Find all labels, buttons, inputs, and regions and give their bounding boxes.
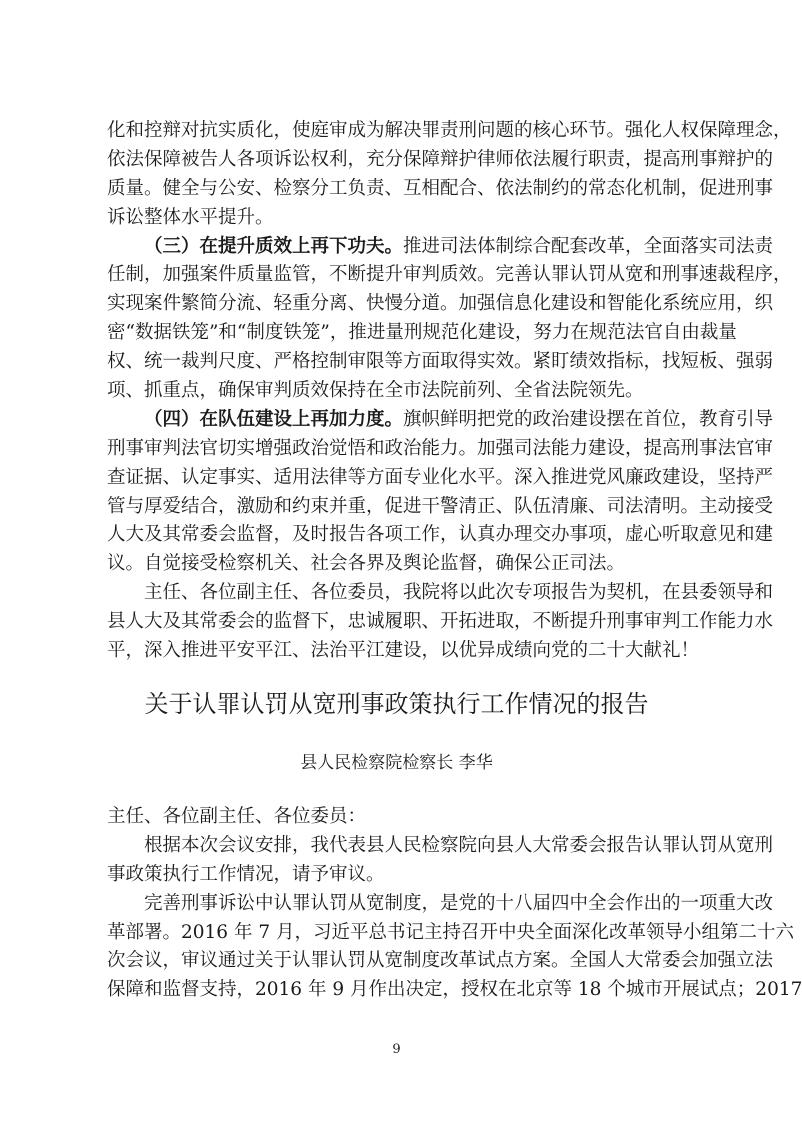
text-line [107,290,774,319]
line-text: 主任、各位副主任、各位委员： [107,806,367,827]
page-number: 9 [392,1042,401,1057]
text-line [107,861,694,890]
report-title: 关于认罪认罚从宽刑事政策执行工作情况的报告 [144,690,649,718]
line-text: 县人大及其常委会的监督下，忠诚履职、开拓进取，不断提升刑事审判工作能力水 [107,611,774,633]
line-text: 查证据、认定事实、适用法律等方面专业化水平。深入推进党风廉政建设，坚持严 [107,466,774,488]
line-text: 推进司法体制综合配套改革，全面落实司法责 [403,235,774,257]
text-line [107,233,774,262]
text-line [107,947,774,976]
text-line [107,550,694,579]
text-line [107,464,774,493]
previous-report-conclusion [107,117,792,666]
text-line [107,175,774,204]
line-text: 完善刑事诉讼中认罪认罚从宽制度，是党的十八届四中全会作出的一项重大改 [144,892,774,914]
text-line [107,204,694,233]
text-line [107,521,774,550]
line-text: 人大及其常委会监督，及时报告各项工作，认真办理交办事项，虚心听取意见和建 [107,524,774,546]
line-text: 实现案件繁简分流、轻重分离、快慢分道。加强信息化建设和智能化系统应用，织 [107,293,774,315]
line-text: 项、抓重点，确保审判质效保持在全市法院前列、全省法院领先。 [107,380,644,402]
line-text: 平，深入推进平安平江、法治平江建设，以优异成绩向党的二十大献礼！ [107,640,700,662]
line-text: 事政策执行工作情况，请予审议。 [107,863,385,885]
line-text: 依法保障被告人各项诉讼权利，充分保障辩护律师依法履行职责，提高刑事辩护的 [107,148,774,170]
text-line [107,890,774,919]
text-line [107,117,792,146]
line-text: 刑事审判法官切实增强政治觉悟和政治能力。加强司法能力建设，提高刑事法官审 [107,437,774,459]
line-text: 密“数据铁笼”和“制度铁笼”，推进量刑规范化建设，努力在规范法官自由裁量 [107,322,737,344]
line-text: 议。自觉接受检察机关、社会各界及舆论监督，确保公正司法。 [107,553,626,575]
text-line [107,832,774,861]
line-text: 任制，加强案件质量监管，不断提升审判质效。完善认罪认罚从宽和刑事速裁程序， [107,264,792,286]
line-text: 诉讼整体水平提升。 [107,206,274,228]
text-line [107,493,774,522]
line-text: 质量。健全与公安、检察分工负责、互相配合、依法制约的常态化机制，促进刑事 [107,177,774,199]
section-heading: （三）在提升质效上再下功夫。 [144,235,404,257]
text-line [107,377,694,406]
line-text: 管与厚爱结合，激励和约束并重，促进干警清正、队伍清廉、司法清明。主动接受 [107,495,774,517]
text-line [107,579,774,608]
text-line [107,319,737,348]
text-line [107,803,694,832]
text-line [107,976,802,1005]
text-line [107,348,774,377]
text-line [107,261,792,290]
line-text: 革部署。2016 年 7 月，习近平总书记主持召开中央全面深化改革领导小组第二十六 [107,921,794,943]
line-text: 权、统一裁判尺度、严格控制审限等方面取得实效。紧盯绩效指标，找短板、强弱 [107,351,774,373]
text-line [107,406,774,435]
line-text: 化和控辩对抗实质化，使庭审成为解决罪责刑问题的核心环节。强化人权保障理念， [107,120,792,141]
text-line [107,637,700,666]
line-text: 主任、各位副主任、各位委员，我院将以此次专项报告为契机，在县委领导和 [144,582,774,604]
text-line [107,919,794,948]
report-body [107,803,802,1005]
section-heading: （四）在队伍建设上再加力度。 [144,408,404,430]
line-text: 旗帜鲜明把党的政治建设摆在首位，教育引导 [403,408,774,430]
text-line [107,608,774,637]
report-author: 县人民检察院检察长 李华 [300,753,493,773]
line-text: 保障和监督支持，2016 年 9 月作出决定，授权在北京等 18 个城市开展试点；2017 [107,979,802,1001]
line-text: 次会议，审议通过关于认罪认罚从宽制度改革试点方案。全国人大常委会加强立法 [107,950,774,972]
text-line [107,146,774,175]
line-text: 根据本次会议安排，我代表县人民检察院向县人大常委会报告认罪认罚从宽刑 [144,834,774,856]
text-line [107,435,774,464]
